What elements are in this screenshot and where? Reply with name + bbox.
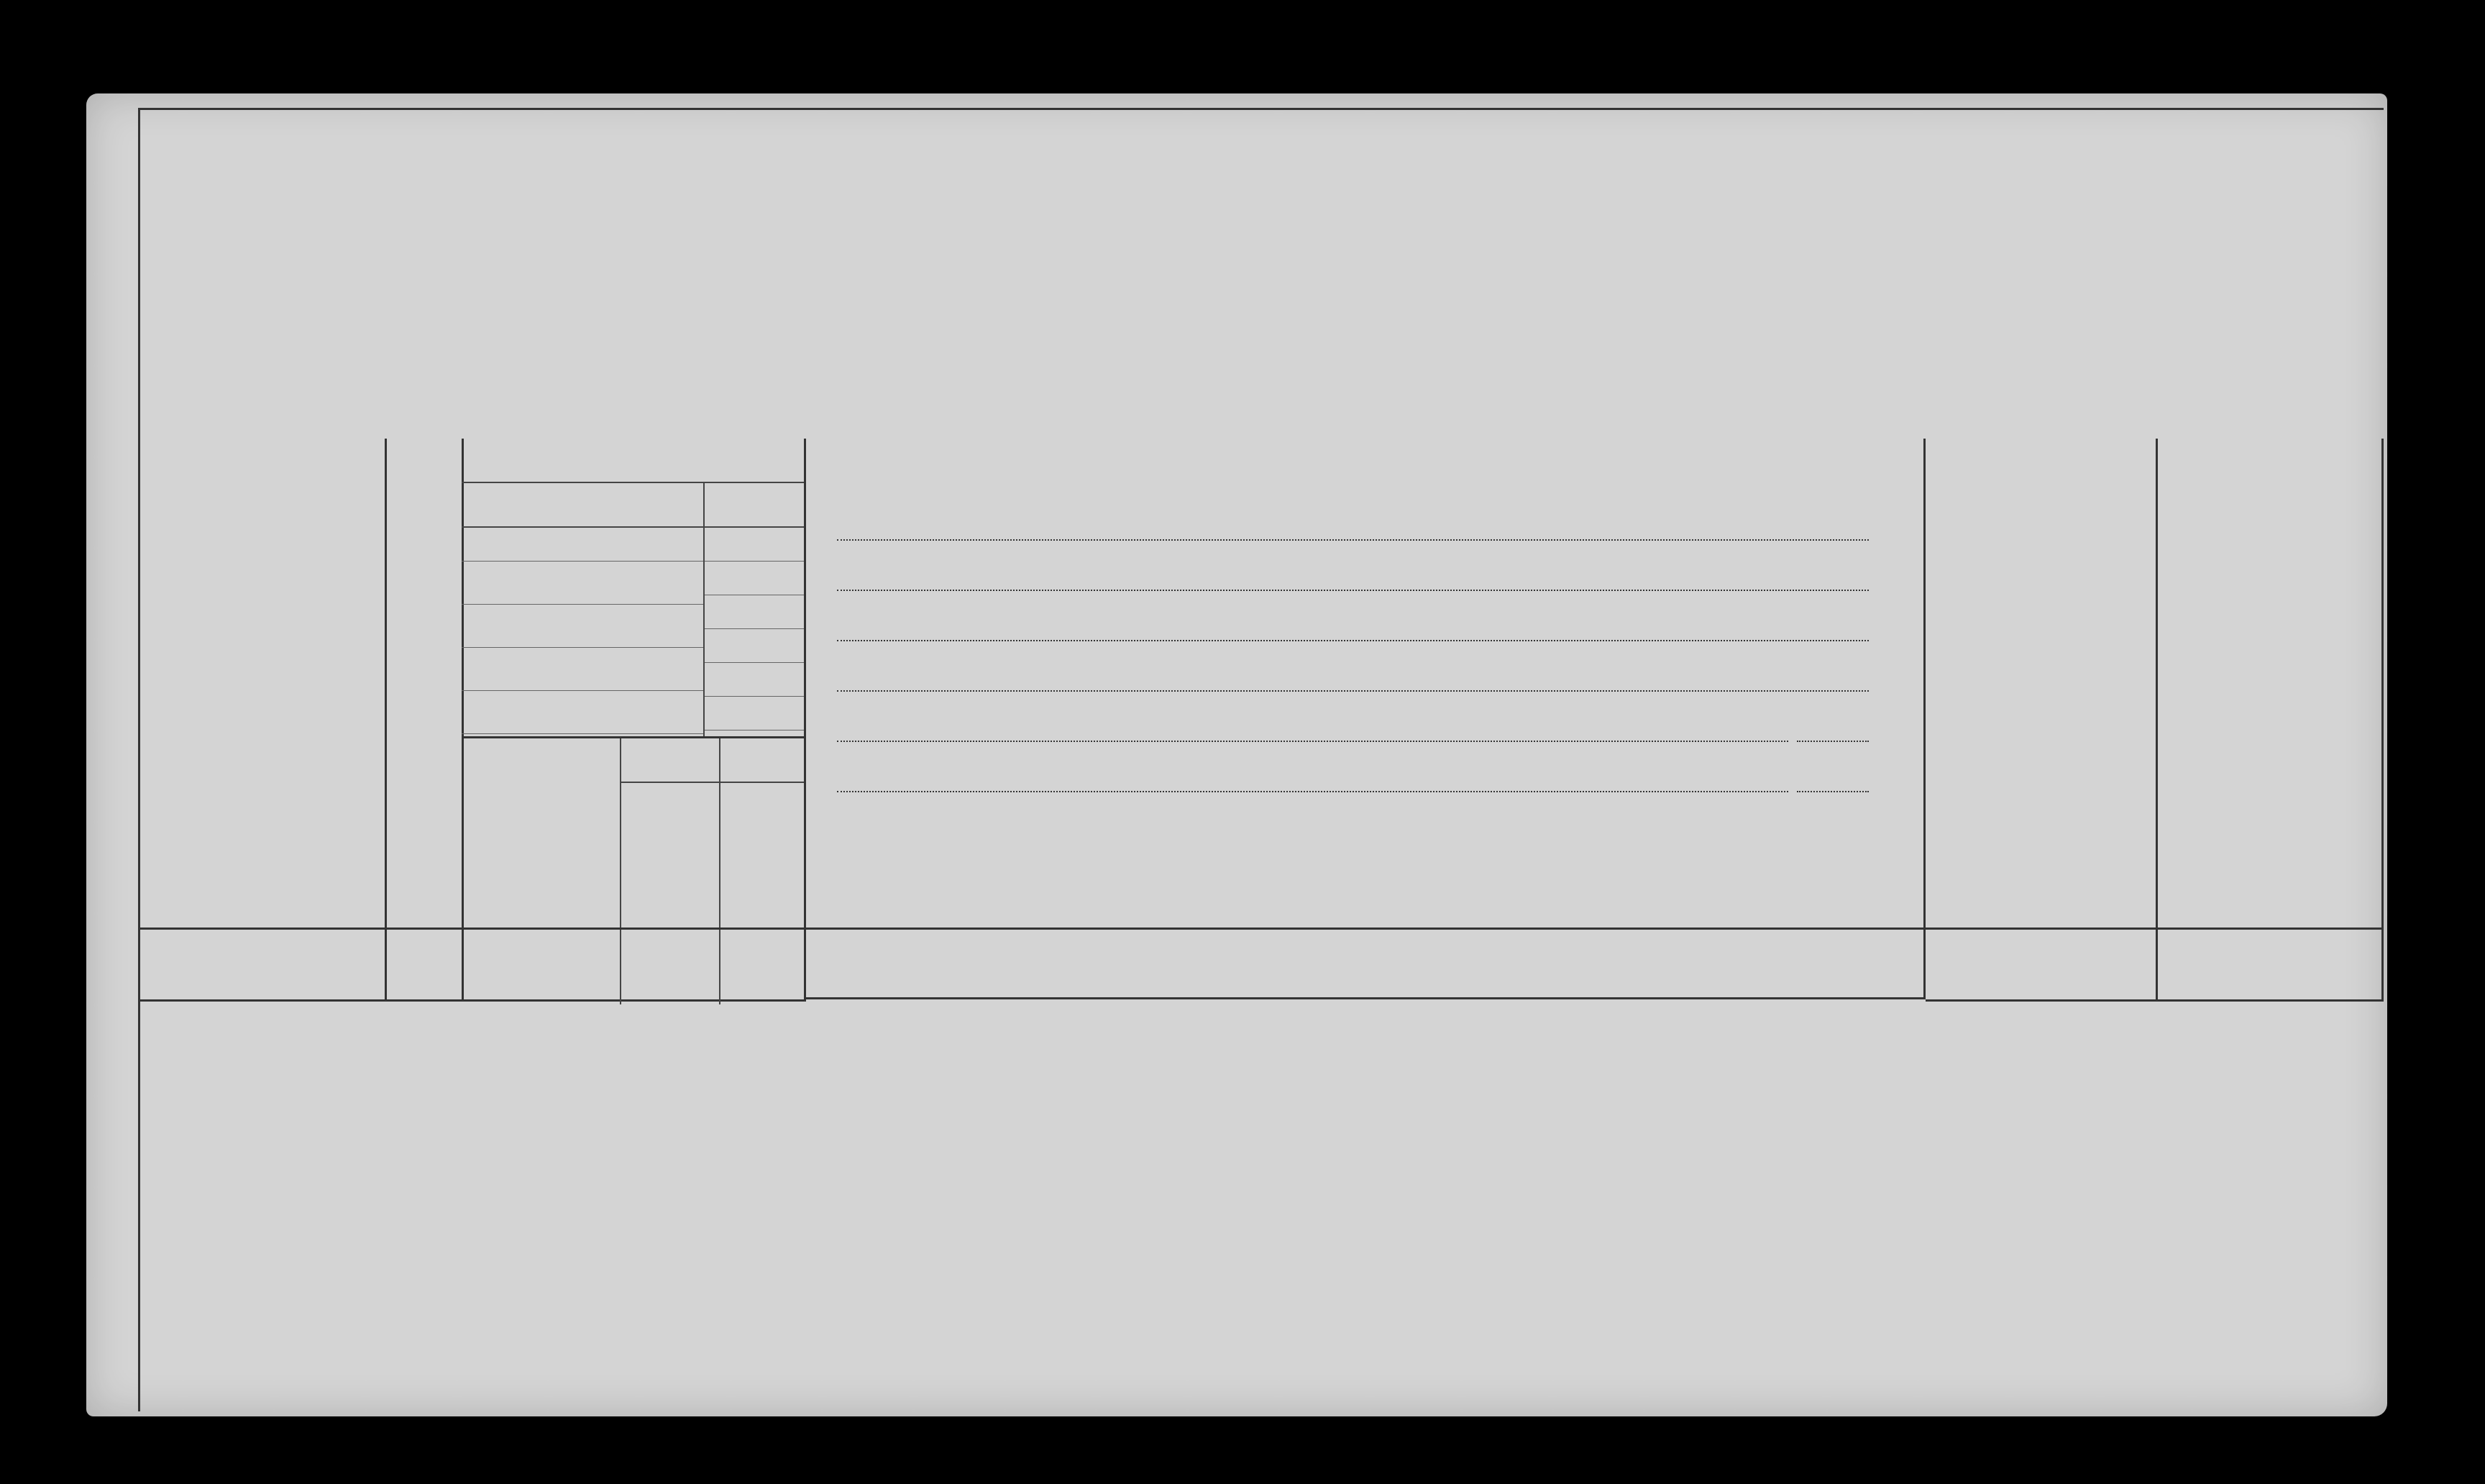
top-crops-table xyxy=(138,108,2384,441)
lease-table xyxy=(138,927,2384,1411)
trade-count-header xyxy=(705,483,804,526)
korney-header xyxy=(720,738,804,783)
trade-name-lines xyxy=(462,528,705,736)
census-card xyxy=(86,93,2387,1416)
cattle-block xyxy=(138,439,387,1002)
trade-title xyxy=(462,439,804,483)
workers-block xyxy=(2156,439,2384,1002)
trade-block xyxy=(462,439,806,1002)
trade-name-header xyxy=(462,483,705,526)
desyatin-header xyxy=(621,738,719,783)
trade-count-lines xyxy=(705,528,804,736)
hired-workers-block xyxy=(383,439,464,1002)
population-block xyxy=(1926,439,2158,1002)
private-farm-block xyxy=(804,439,1926,999)
